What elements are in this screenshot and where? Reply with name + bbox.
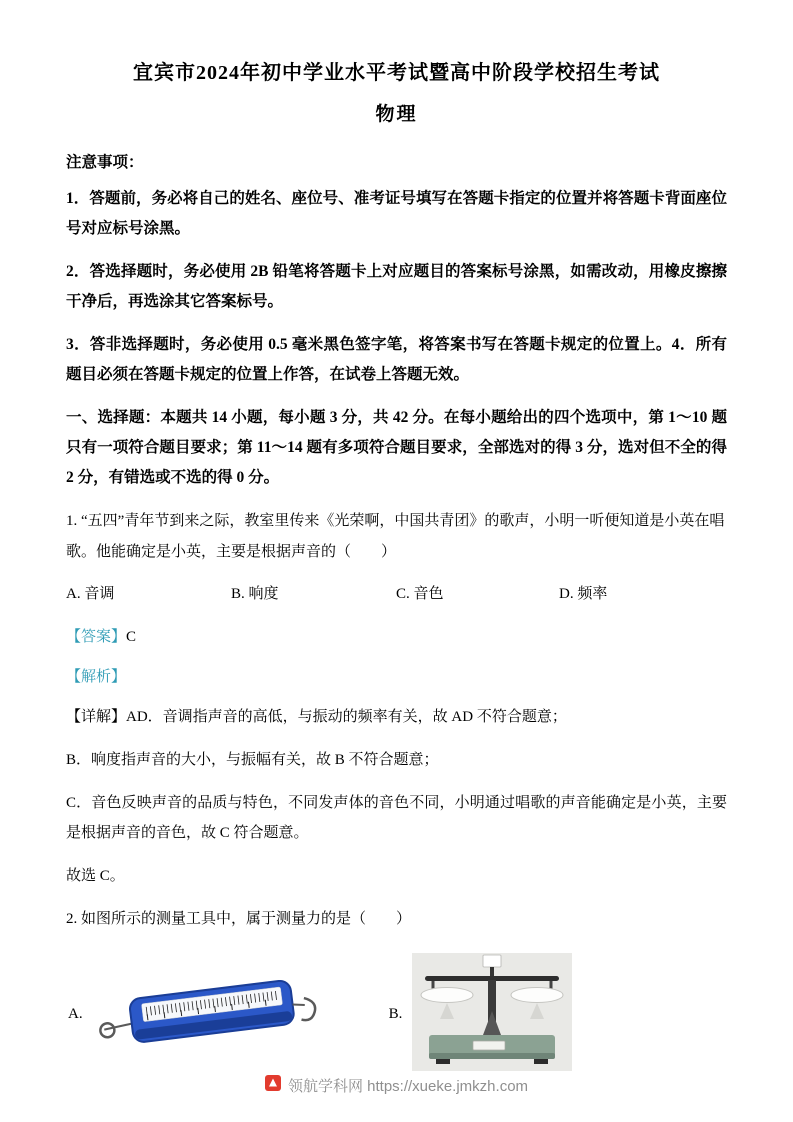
answer-label: 【答案】 bbox=[66, 629, 127, 645]
footer-watermark bbox=[0, 1075, 793, 1096]
q2-figure-b-label: B. bbox=[388, 1006, 403, 1022]
question-1-options bbox=[66, 580, 727, 608]
section-1-heading: 一、选择题：本题共 14 小题，每小题 3 分，共 42 分。在每小题给出的四个选项中，第 1～10 题只有一项符合题目要求；第 11～14 题有多项符合题目要求，全部选对的得 3 分，选对但不全的得 2 分，有错选或不选的得 0 分。 bbox=[66, 409, 727, 486]
exam-subject: 物理 bbox=[375, 104, 418, 125]
mechanical-balance-image bbox=[412, 953, 572, 1076]
spring-dynamometer-drawing bbox=[93, 963, 321, 1061]
notice-item-1: 1．答题前，务必将自己的姓名、座位号、准考证号填写在答题卡指定的位置并将答题卡背面座位号对应标号涂黑。 bbox=[66, 190, 727, 237]
question-1 bbox=[66, 506, 727, 891]
question-2-figures bbox=[68, 953, 727, 1076]
q2-figure-a-label: A. bbox=[68, 1006, 83, 1022]
spring-dynamometer-image bbox=[93, 963, 321, 1066]
q1-option-d: D. 频率 bbox=[559, 586, 608, 602]
detail-paragraph-4: 故选 C。 bbox=[66, 868, 125, 884]
question-2 bbox=[66, 904, 727, 1076]
detail-paragraph-2: B．响度指声音的大小，与振幅有关，故 B 不符合题意； bbox=[66, 752, 439, 768]
mechanical-balance-drawing bbox=[412, 953, 572, 1071]
question-2-stem: 2. 如图所示的测量工具中，属于测量力的是（ ） bbox=[66, 911, 412, 927]
question-1-stem: 1. “五四”青年节到来之际，教室里传来《光荣啊，中国共青团》的歌声，小明一听便知道是小英在唱歌。他能确定是小英，主要是根据声音的（ ） bbox=[66, 513, 725, 560]
notice-heading: 注意事项： bbox=[66, 154, 144, 171]
q1-option-c: C. 音色 bbox=[396, 586, 444, 602]
notice-item-2: 2．答选择题时，务必使用 2B 铅笔将答题卡上对应题目的答案标号涂黑，如需改动，用橡皮擦擦干净后，再选涂其它答案标号。 bbox=[66, 263, 727, 310]
q1-option-a: A. 音调 bbox=[66, 586, 115, 602]
exam-title: 宜宾市2024年初中学业水平考试暨高中阶段学校招生考试 bbox=[133, 62, 660, 84]
detail-text-1: AD．音调指声音的高低，与振动的频率有关，故 AD 不符合题意； bbox=[126, 709, 567, 725]
footer-text: 领航学科网 https://xueke.jmkzh.com bbox=[287, 1078, 529, 1095]
analysis-line bbox=[66, 662, 727, 692]
analysis-label: 【解析】 bbox=[66, 669, 127, 685]
notice-item-3: 3．答非选择题时，务必使用 0.5 毫米黑色签字笔，将答案书写在答题卡规定的位置上。4．所有题目必须在答题卡规定的位置上作答，在试卷上答题无效。 bbox=[66, 336, 727, 383]
answer-value: C bbox=[126, 629, 137, 645]
q1-option-b: B. 响度 bbox=[231, 586, 279, 602]
answer-line bbox=[66, 622, 727, 652]
detail-label: 【详解】 bbox=[66, 709, 127, 725]
detail-paragraph-3: C．音色反映声音的品质与特色，不同发声体的音色不同，小明通过唱歌的声音能确定是小英，主要是根据声音的音色，故 C 符合题意。 bbox=[66, 795, 727, 841]
footer-logo-icon bbox=[265, 1075, 281, 1096]
detail-paragraph-1 bbox=[66, 702, 727, 732]
